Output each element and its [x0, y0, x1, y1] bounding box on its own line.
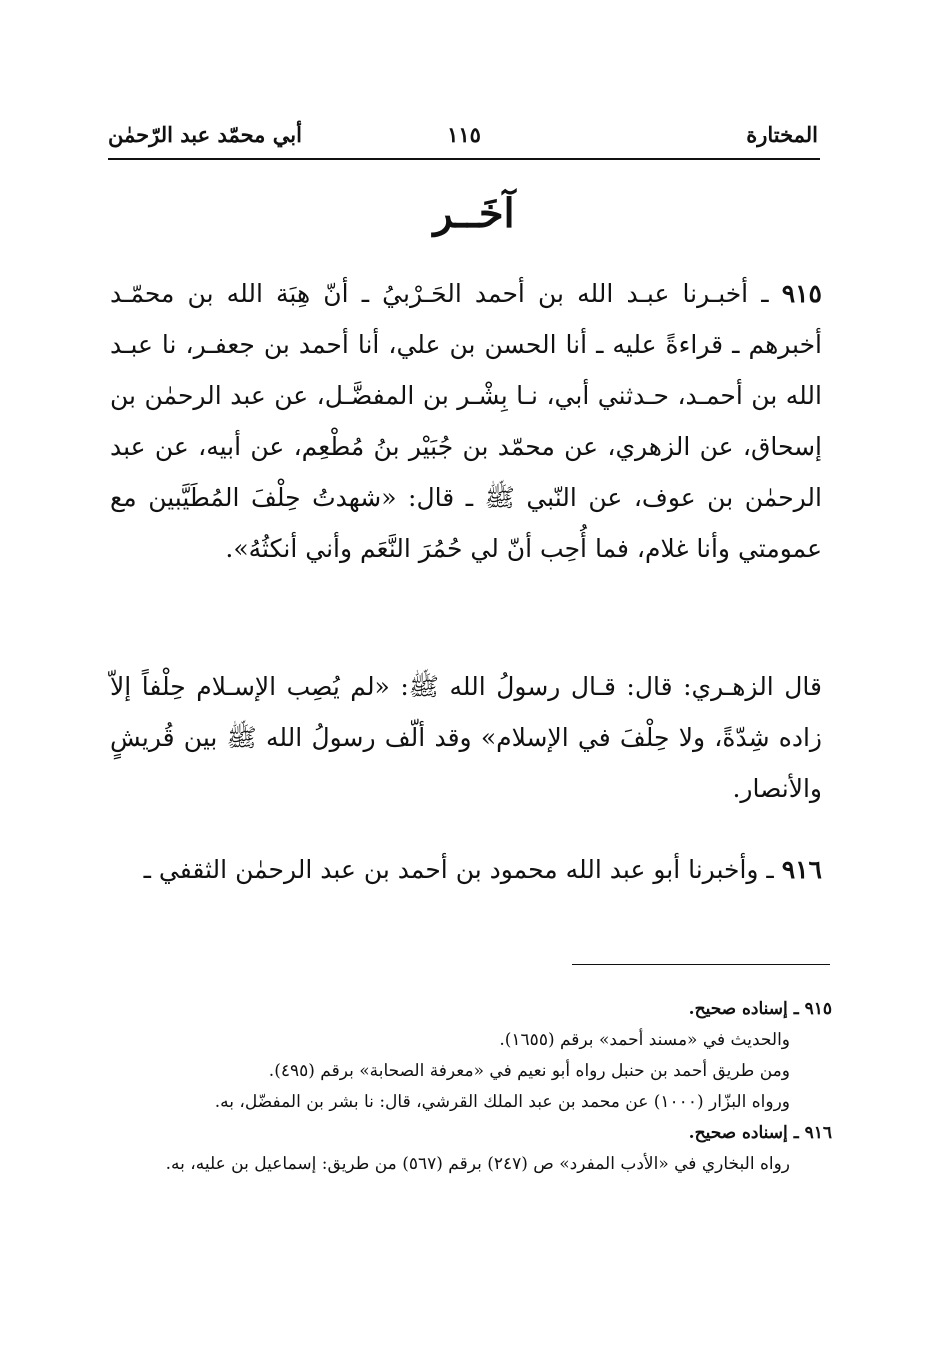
footnote-916-head: ٩١٦ ـ إسناده صحيح.: [688, 1123, 832, 1143]
footnote-915-line: ورواه البزّار (١٠٠٠) عن محمد بن عبد الملك القرشي، قال: نا بشر بن المفضّل، به.: [214, 1092, 790, 1112]
hadith-915: [110, 268, 822, 574]
hadith-text: ـ وأخبرنا أبو عبد الله محمود بن أحمد بن عبد الرحمٰن الثقفي ـ: [143, 855, 782, 884]
section-title: آخَــر: [433, 190, 515, 237]
running-header: [108, 118, 820, 154]
book-title: المختارة: [746, 122, 818, 147]
footnote-915-head: ٩١٥ ـ إسناده صحيح.: [688, 999, 832, 1019]
hadith-number: ٩١٥: [781, 279, 822, 308]
footnote-915-line: ومن طريق أحمد بن حنبل رواه أبو نعيم في «معرفة الصحابة» برقم (٤٩٥).: [268, 1061, 790, 1081]
page-number: ١١٥: [447, 122, 481, 147]
zuhri-note: قال الزهـري: قال: قـال رسولُ الله ﷺ: «لم يُصِب الإسـلام حِلْفاً إلاّ زاده شِدّةً، ولا حِلْفَ في الإسلام» وقد ألّف رسولُ الله ﷺ بين قُريشٍ والأنصار.: [110, 672, 822, 803]
header-divider: [108, 158, 820, 160]
hadith-number: ٩١٦: [781, 855, 822, 884]
footnote-916-line: رواه البخاري في «الأدب المفرد» ص (٢٤٧) برقم (٥٦٧) من طريق: إسماعيل بن عليه، به.: [165, 1154, 790, 1174]
footnote-915-line: والحديث في «مسند أحمد» برقم (١٦٥٥).: [499, 1030, 790, 1050]
footnote-divider: [572, 964, 830, 965]
hadith-text: ـ أخبـرنا عبـد الله بن أحمد الحَـرْبيُ ـ أنّ هِبَة الله بن محمّـد أخبرهم ـ قراءةً عليه ـ أنا الحسن بن علي، أنا أحمد بن جعفـر، نا عبـد الله بن أحمـد، حـدثني أبي، نـا بِشْـر بن المفضَّـل، عن عبد الرحمٰن بن إسحاق، عن الزهري، عن محمّد بن جُبَيْر بنُ مُطْعِم، عن أبيه، عن عبد الرحمٰن بن عوف، عن النّبي ﷺ ـ قال: «شهدتُ حِلْفَ المُطَيَّبين مع عمومتي وأنا غلام، فما أُحِب أنّ لي حُمُرَ النَّعَم وأني أنكثُهُ».: [110, 279, 822, 563]
author-name: أبي محمّد عبد الرّحمٰن: [108, 122, 302, 147]
footnotes: [120, 994, 832, 1180]
hadith-916: [110, 844, 822, 895]
